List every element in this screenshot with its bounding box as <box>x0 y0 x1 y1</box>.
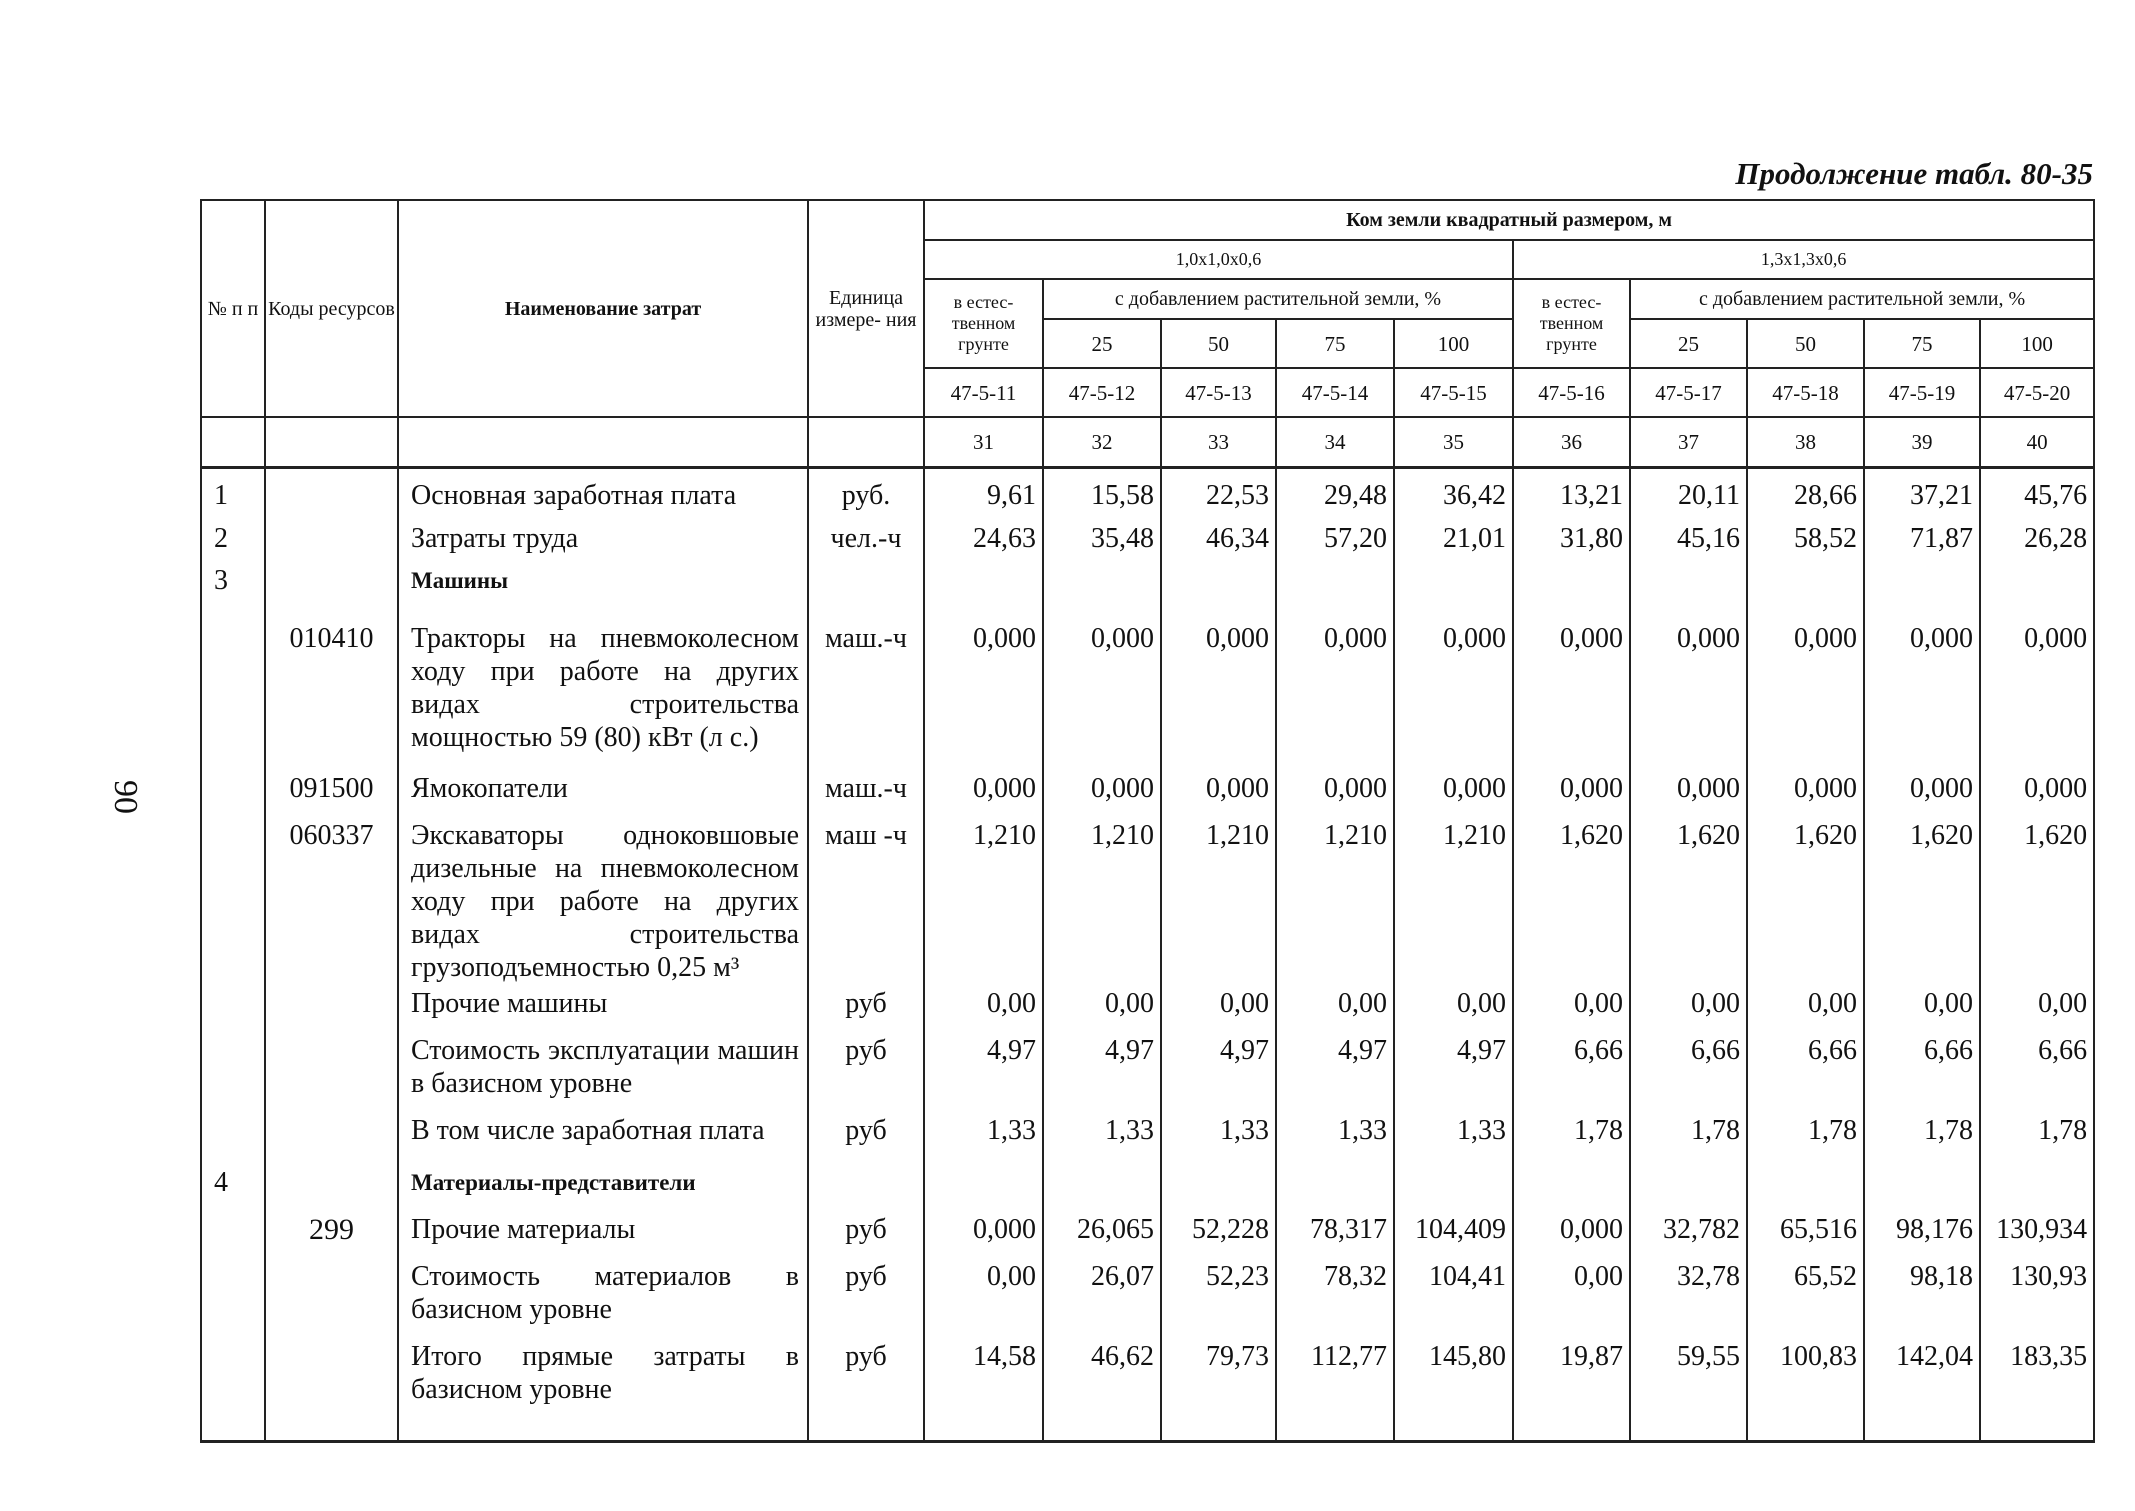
value-cell: 26,07 <box>1043 1260 1161 1340</box>
value-cell: 1,33 <box>1276 1114 1394 1166</box>
spacer-cell <box>1630 1420 1747 1442</box>
value-cell <box>1864 1166 1980 1213</box>
page-number: 90 <box>107 780 144 814</box>
value-cell: 0,000 <box>1630 772 1747 819</box>
row-number: 4 <box>201 1166 265 1213</box>
value-cell: 1,620 <box>1513 819 1630 987</box>
resource-code <box>265 1166 398 1213</box>
value-cell: 0,00 <box>1276 987 1394 1034</box>
value-cell: 9,61 <box>924 467 1043 522</box>
value-cell: 1,78 <box>1630 1114 1747 1166</box>
header-rate-code: 47-5-18 <box>1747 368 1864 417</box>
header-number: № п п <box>201 200 265 417</box>
value-cell: 112,77 <box>1276 1340 1394 1420</box>
header-rate-code: 47-5-15 <box>1394 368 1513 417</box>
value-cell: 183,35 <box>1980 1340 2094 1420</box>
resource-code: 060337 <box>265 819 398 987</box>
header-column-number: 31 <box>924 417 1043 467</box>
header-percent: 75 <box>1276 319 1394 368</box>
value-cell: 22,53 <box>1161 467 1276 522</box>
spacer-cell <box>201 1420 265 1442</box>
value-cell: 145,80 <box>1394 1340 1513 1420</box>
resource-code <box>265 1034 398 1114</box>
header-blank <box>201 417 265 467</box>
value-cell: 0,000 <box>1043 772 1161 819</box>
value-cell: 6,66 <box>1630 1034 1747 1114</box>
header-blank <box>265 417 398 467</box>
value-cell: 4,97 <box>924 1034 1043 1114</box>
cost-table <box>200 199 2095 1443</box>
value-cell: 0,000 <box>1630 622 1747 772</box>
row-number: 2 <box>201 522 265 563</box>
unit: руб <box>808 1260 924 1340</box>
value-cell: 0,00 <box>1043 987 1161 1034</box>
cost-name: Стоимость материалов в базисном уровне <box>398 1260 808 1340</box>
resource-code <box>265 1114 398 1166</box>
value-cell: 0,000 <box>1043 622 1161 772</box>
value-cell: 1,78 <box>1980 1114 2094 1166</box>
value-cell: 0,000 <box>1394 622 1513 772</box>
value-cell: 1,210 <box>1161 819 1276 987</box>
value-cell: 79,73 <box>1161 1340 1276 1420</box>
table-row <box>201 1340 2094 1420</box>
resource-code <box>265 564 398 622</box>
value-cell: 35,48 <box>1043 522 1161 563</box>
value-cell: 104,41 <box>1394 1260 1513 1340</box>
header-resource-codes: Коды ресурсов <box>265 200 398 417</box>
value-cell: 32,782 <box>1630 1213 1747 1260</box>
value-cell <box>1276 564 1394 622</box>
header-with-soil-a: с добавлением растительной земли, % <box>1043 279 1513 319</box>
spacer-cell <box>398 1420 808 1442</box>
value-cell: 20,11 <box>1630 467 1747 522</box>
value-cell: 21,01 <box>1394 522 1513 563</box>
value-cell: 26,065 <box>1043 1213 1161 1260</box>
value-cell: 1,620 <box>1864 819 1980 987</box>
cost-name: Затраты труда <box>398 522 808 563</box>
value-cell <box>1043 1166 1161 1213</box>
resource-code <box>265 1340 398 1420</box>
value-cell: 6,66 <box>1513 1034 1630 1114</box>
value-cell: 0,00 <box>1161 987 1276 1034</box>
header-percent: 100 <box>1394 319 1513 368</box>
value-cell: 0,000 <box>1980 622 2094 772</box>
table-row <box>201 564 2094 622</box>
value-cell: 4,97 <box>1394 1034 1513 1114</box>
header-blank <box>808 417 924 467</box>
header-rate-code: 47-5-20 <box>1980 368 2094 417</box>
table-continuation-caption: Продолжение табл. 80-35 <box>1735 156 2093 191</box>
value-cell: 1,78 <box>1747 1114 1864 1166</box>
value-cell: 1,210 <box>1394 819 1513 987</box>
table-row <box>201 1034 2094 1114</box>
value-cell: 78,317 <box>1276 1213 1394 1260</box>
value-cell <box>1864 564 1980 622</box>
value-cell: 4,97 <box>1161 1034 1276 1114</box>
header-percent: 25 <box>1630 319 1747 368</box>
header-column-number: 35 <box>1394 417 1513 467</box>
unit: руб <box>808 1114 924 1166</box>
value-cell: 1,33 <box>1161 1114 1276 1166</box>
value-cell: 1,620 <box>1980 819 2094 987</box>
row-number <box>201 1114 265 1166</box>
header-percent: 100 <box>1980 319 2094 368</box>
row-number <box>201 622 265 772</box>
value-cell <box>1513 1166 1630 1213</box>
cost-name: В том числе заработная плата <box>398 1114 808 1166</box>
header-cost-name: Наименование затрат <box>398 200 808 417</box>
value-cell: 1,33 <box>924 1114 1043 1166</box>
unit <box>808 564 924 622</box>
table-row <box>201 1260 2094 1340</box>
value-cell <box>1747 564 1864 622</box>
header-rate-code: 47-5-16 <box>1513 368 1630 417</box>
value-cell: 13,21 <box>1513 467 1630 522</box>
spacer-cell <box>1980 1420 2094 1442</box>
value-cell: 6,66 <box>1747 1034 1864 1114</box>
header-column-number: 33 <box>1161 417 1276 467</box>
value-cell: 98,18 <box>1864 1260 1980 1340</box>
value-cell: 6,66 <box>1864 1034 1980 1114</box>
value-cell <box>1161 1166 1276 1213</box>
value-cell: 57,20 <box>1276 522 1394 563</box>
unit: руб <box>808 987 924 1034</box>
value-cell: 4,97 <box>1276 1034 1394 1114</box>
value-cell: 104,409 <box>1394 1213 1513 1260</box>
header-percent: 75 <box>1864 319 1980 368</box>
value-cell: 130,934 <box>1980 1213 2094 1260</box>
value-cell: 46,62 <box>1043 1340 1161 1420</box>
header-rate-code: 47-5-12 <box>1043 368 1161 417</box>
unit: руб <box>808 1213 924 1260</box>
section-title: Материалы-представители <box>398 1166 808 1213</box>
value-cell: 1,620 <box>1747 819 1864 987</box>
spacer-cell <box>924 1420 1043 1442</box>
value-cell: 1,33 <box>1394 1114 1513 1166</box>
table-row <box>201 772 2094 819</box>
cost-name: Стоимость эксплуатации машин в базисном уровне <box>398 1034 808 1114</box>
row-number <box>201 1340 265 1420</box>
value-cell: 32,78 <box>1630 1260 1747 1340</box>
header-column-number: 32 <box>1043 417 1161 467</box>
value-cell <box>924 1166 1043 1213</box>
value-cell: 0,000 <box>1513 772 1630 819</box>
spacer-cell <box>1747 1420 1864 1442</box>
spacer-cell <box>1513 1420 1630 1442</box>
unit: маш.-ч <box>808 772 924 819</box>
cost-name: Итого прямые затраты в базисном уровне <box>398 1340 808 1420</box>
row-number <box>201 1213 265 1260</box>
header-natural-soil-a: в естес- твенном грунте <box>924 279 1043 368</box>
unit: руб <box>808 1034 924 1114</box>
header-with-soil-b: с добавлением растительной земли, % <box>1630 279 2094 319</box>
value-cell: 130,93 <box>1980 1260 2094 1340</box>
resource-code: 010410 <box>265 622 398 772</box>
spacer-cell <box>265 1420 398 1442</box>
cost-name: Ямокопатели <box>398 772 808 819</box>
value-cell <box>1513 564 1630 622</box>
value-cell: 78,32 <box>1276 1260 1394 1340</box>
value-cell: 0,000 <box>1276 622 1394 772</box>
value-cell: 0,000 <box>1513 1213 1630 1260</box>
value-cell: 0,000 <box>1394 772 1513 819</box>
value-cell: 0,00 <box>1394 987 1513 1034</box>
value-cell: 0,000 <box>924 622 1043 772</box>
header-size-b: 1,3х1,3х0,6 <box>1513 240 2094 279</box>
value-cell <box>1630 564 1747 622</box>
value-cell: 0,00 <box>924 987 1043 1034</box>
table-row <box>201 1213 2094 1260</box>
header-natural-soil-b: в естес- твенном грунте <box>1513 279 1630 368</box>
value-cell: 59,55 <box>1630 1340 1747 1420</box>
value-cell: 26,28 <box>1980 522 2094 563</box>
header-column-number: 39 <box>1864 417 1980 467</box>
header-percent: 50 <box>1161 319 1276 368</box>
value-cell <box>1980 1166 2094 1213</box>
value-cell <box>1980 564 2094 622</box>
table-row-spacer <box>201 1420 2094 1442</box>
resource-code <box>265 522 398 563</box>
value-cell: 0,00 <box>1747 987 1864 1034</box>
value-cell: 0,00 <box>1513 987 1630 1034</box>
value-cell: 1,210 <box>924 819 1043 987</box>
header-percent: 25 <box>1043 319 1161 368</box>
header-rate-code: 47-5-11 <box>924 368 1043 417</box>
value-cell: 65,516 <box>1747 1213 1864 1260</box>
cost-name: Экскаваторы одноковшовые дизельные на пневмоколесном ходу при работе на других видах строительства грузоподъемностью 0,25 м³ <box>398 819 808 987</box>
value-cell <box>1394 1166 1513 1213</box>
header-unit: Единица измере- ния <box>808 200 924 417</box>
value-cell: 0,00 <box>1513 1260 1630 1340</box>
spacer-cell <box>1394 1420 1513 1442</box>
spacer-cell <box>1864 1420 1980 1442</box>
value-cell: 4,97 <box>1043 1034 1161 1114</box>
row-number: 3 <box>201 564 265 622</box>
resource-code <box>265 467 398 522</box>
section-title: Машины <box>398 564 808 622</box>
value-cell: 0,000 <box>1276 772 1394 819</box>
value-cell: 71,87 <box>1864 522 1980 563</box>
value-cell: 31,80 <box>1513 522 1630 563</box>
value-cell: 0,000 <box>1161 622 1276 772</box>
value-cell: 37,21 <box>1864 467 1980 522</box>
value-cell: 0,00 <box>924 1260 1043 1340</box>
table-row <box>201 1166 2094 1213</box>
value-cell: 52,228 <box>1161 1213 1276 1260</box>
spacer-cell <box>1161 1420 1276 1442</box>
table-body <box>201 467 2094 1442</box>
value-cell <box>1276 1166 1394 1213</box>
header-column-number: 34 <box>1276 417 1394 467</box>
unit <box>808 1166 924 1213</box>
value-cell: 0,000 <box>924 1213 1043 1260</box>
value-cell: 1,78 <box>1864 1114 1980 1166</box>
header-rate-code: 47-5-14 <box>1276 368 1394 417</box>
unit: маш.-ч <box>808 622 924 772</box>
value-cell: 46,34 <box>1161 522 1276 563</box>
row-number <box>201 819 265 987</box>
value-cell: 0,00 <box>1864 987 1980 1034</box>
row-number: 1 <box>201 467 265 522</box>
row-number <box>201 1034 265 1114</box>
value-cell: 142,04 <box>1864 1340 1980 1420</box>
value-cell: 29,48 <box>1276 467 1394 522</box>
value-cell: 45,76 <box>1980 467 2094 522</box>
table-row <box>201 1114 2094 1166</box>
spacer-cell <box>808 1420 924 1442</box>
unit: руб <box>808 1340 924 1420</box>
value-cell: 28,66 <box>1747 467 1864 522</box>
header-group-title: Ком земли квадратный размером, м <box>924 200 2094 240</box>
cost-name: Прочие материалы <box>398 1213 808 1260</box>
table-row <box>201 522 2094 563</box>
value-cell: 1,620 <box>1630 819 1747 987</box>
value-cell: 0,000 <box>924 772 1043 819</box>
value-cell: 1,33 <box>1043 1114 1161 1166</box>
value-cell: 24,63 <box>924 522 1043 563</box>
value-cell: 15,58 <box>1043 467 1161 522</box>
header-blank <box>398 417 808 467</box>
value-cell <box>1630 1166 1747 1213</box>
header-rate-code: 47-5-13 <box>1161 368 1276 417</box>
row-number <box>201 987 265 1034</box>
value-cell <box>1394 564 1513 622</box>
resource-code <box>265 987 398 1034</box>
value-cell: 98,176 <box>1864 1213 1980 1260</box>
value-cell: 0,000 <box>1513 622 1630 772</box>
table-row <box>201 467 2094 522</box>
header-rate-code: 47-5-17 <box>1630 368 1747 417</box>
value-cell: 1,210 <box>1043 819 1161 987</box>
resource-code <box>265 1260 398 1340</box>
value-cell: 36,42 <box>1394 467 1513 522</box>
table-row <box>201 622 2094 772</box>
value-cell: 0,000 <box>1864 772 1980 819</box>
cost-name: Тракторы на пневмоколесном ходу при работе на других видах строительства мощностью 59 (80) кВт (л с.) <box>398 622 808 772</box>
value-cell <box>1161 564 1276 622</box>
value-cell: 1,210 <box>1276 819 1394 987</box>
row-number <box>201 1260 265 1340</box>
resource-code: 299 <box>265 1213 398 1260</box>
value-cell: 0,000 <box>1747 622 1864 772</box>
value-cell: 0,000 <box>1747 772 1864 819</box>
value-cell: 45,16 <box>1630 522 1747 563</box>
value-cell: 100,83 <box>1747 1340 1864 1420</box>
value-cell: 1,78 <box>1513 1114 1630 1166</box>
header-percent: 50 <box>1747 319 1864 368</box>
spacer-cell <box>1276 1420 1394 1442</box>
value-cell: 58,52 <box>1747 522 1864 563</box>
value-cell: 6,66 <box>1980 1034 2094 1114</box>
value-cell: 0,000 <box>1161 772 1276 819</box>
value-cell: 19,87 <box>1513 1340 1630 1420</box>
resource-code: 091500 <box>265 772 398 819</box>
header-column-number: 36 <box>1513 417 1630 467</box>
value-cell <box>924 564 1043 622</box>
unit: маш -ч <box>808 819 924 987</box>
header-column-number: 37 <box>1630 417 1747 467</box>
header-size-a: 1,0х1,0х0,6 <box>924 240 1513 279</box>
header-column-number: 40 <box>1980 417 2094 467</box>
value-cell: 0,00 <box>1630 987 1747 1034</box>
cost-name: Прочие машины <box>398 987 808 1034</box>
unit: руб. <box>808 467 924 522</box>
table-row <box>201 987 2094 1034</box>
table-row <box>201 819 2094 987</box>
spacer-cell <box>1043 1420 1161 1442</box>
row-number <box>201 772 265 819</box>
header-rate-code: 47-5-19 <box>1864 368 1980 417</box>
value-cell: 65,52 <box>1747 1260 1864 1340</box>
value-cell: 0,000 <box>1864 622 1980 772</box>
value-cell: 0,000 <box>1980 772 2094 819</box>
value-cell <box>1043 564 1161 622</box>
header-column-number: 38 <box>1747 417 1864 467</box>
value-cell <box>1747 1166 1864 1213</box>
cost-name: Основная заработная плата <box>398 467 808 522</box>
value-cell: 0,00 <box>1980 987 2094 1034</box>
value-cell: 52,23 <box>1161 1260 1276 1340</box>
value-cell: 14,58 <box>924 1340 1043 1420</box>
unit: чел.-ч <box>808 522 924 563</box>
